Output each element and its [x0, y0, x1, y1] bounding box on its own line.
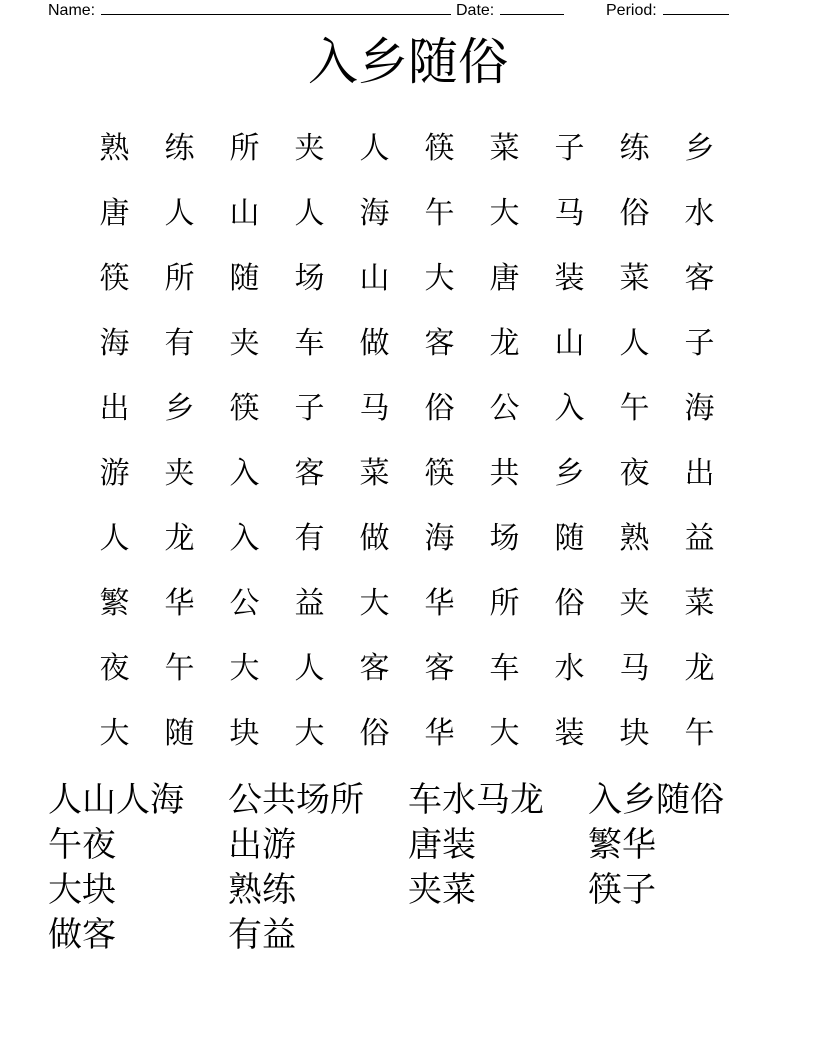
- grid-cell[interactable]: 装: [554, 260, 585, 296]
- grid-cell[interactable]: 菜: [684, 585, 715, 621]
- grid-cell[interactable]: 熟: [99, 130, 130, 166]
- grid-cell[interactable]: 随: [164, 715, 195, 751]
- grid-cell[interactable]: 大: [359, 585, 390, 621]
- grid-cell[interactable]: 所: [164, 260, 195, 296]
- period-blank-line[interactable]: [663, 0, 729, 15]
- word-list-item: 车水马龙: [408, 780, 544, 820]
- word-list-item: 出游: [228, 825, 296, 865]
- grid-cell[interactable]: 有: [164, 325, 195, 361]
- grid-cell[interactable]: 益: [294, 585, 325, 621]
- grid-cell[interactable]: 公: [489, 390, 520, 426]
- grid-cell[interactable]: 场: [489, 520, 520, 556]
- grid-cell[interactable]: 乡: [554, 455, 585, 491]
- grid-cell[interactable]: 人: [294, 195, 325, 231]
- date-label: Date:: [456, 2, 495, 19]
- grid-cell[interactable]: 场: [294, 260, 325, 296]
- grid-cell[interactable]: 水: [554, 650, 585, 686]
- grid-cell[interactable]: 出: [99, 390, 130, 426]
- grid-cell[interactable]: 夹: [229, 325, 260, 361]
- grid-cell[interactable]: 大: [294, 715, 325, 751]
- grid-cell[interactable]: 山: [554, 325, 585, 361]
- grid-cell[interactable]: 车: [489, 650, 520, 686]
- grid-cell[interactable]: 午: [424, 195, 455, 231]
- grid-cell[interactable]: 大: [489, 715, 520, 751]
- grid-cell[interactable]: 菜: [359, 455, 390, 491]
- word-search-grid: [82, 112, 732, 762]
- grid-cell[interactable]: 海: [684, 390, 715, 426]
- grid-cell[interactable]: 共: [489, 455, 520, 491]
- grid-cell[interactable]: 华: [424, 715, 455, 751]
- word-list-item: 唐装: [408, 825, 476, 865]
- word-list-item: 繁华: [588, 825, 656, 865]
- grid-cell[interactable]: 夹: [619, 585, 650, 621]
- grid-cell[interactable]: 装: [554, 715, 585, 751]
- grid-cell[interactable]: 客: [294, 455, 325, 491]
- date-blank-line[interactable]: [500, 0, 564, 15]
- page-title: 入乡随俗: [308, 33, 508, 91]
- grid-cell[interactable]: 游: [99, 455, 130, 491]
- grid-cell[interactable]: 夜: [619, 455, 650, 491]
- grid-cell[interactable]: 午: [619, 390, 650, 426]
- grid-cell[interactable]: 入: [229, 455, 260, 491]
- word-list-item: 大块: [48, 870, 116, 910]
- grid-cell[interactable]: 公: [229, 585, 260, 621]
- grid-cell[interactable]: 俗: [424, 390, 455, 426]
- grid-cell[interactable]: 人: [164, 195, 195, 231]
- grid-cell[interactable]: 俗: [619, 195, 650, 231]
- period-label: Period:: [606, 2, 657, 19]
- grid-cell[interactable]: 筷: [99, 260, 130, 296]
- grid-cell[interactable]: 熟: [619, 520, 650, 556]
- grid-cell[interactable]: 大: [489, 195, 520, 231]
- grid-cell[interactable]: 大: [229, 650, 260, 686]
- grid-cell[interactable]: 马: [359, 390, 390, 426]
- word-list-item: 公共场所: [228, 780, 364, 820]
- grid-cell[interactable]: 客: [424, 325, 455, 361]
- grid-cell[interactable]: 龙: [684, 650, 715, 686]
- name-blank-line[interactable]: [101, 0, 451, 15]
- grid-cell[interactable]: 客: [359, 650, 390, 686]
- grid-cell[interactable]: 华: [424, 585, 455, 621]
- word-list-item: 人山人海: [48, 780, 184, 820]
- grid-cell[interactable]: 海: [99, 325, 130, 361]
- grid-cell[interactable]: 人: [99, 520, 130, 556]
- grid-cell[interactable]: 随: [229, 260, 260, 296]
- grid-cell[interactable]: 子: [554, 130, 585, 166]
- grid-cell[interactable]: 有: [294, 520, 325, 556]
- grid-cell[interactable]: 所: [489, 585, 520, 621]
- word-list-item: 有益: [228, 915, 296, 955]
- grid-cell[interactable]: 练: [164, 130, 195, 166]
- grid-cell[interactable]: 益: [684, 520, 715, 556]
- grid-cell[interactable]: 大: [424, 260, 455, 296]
- word-list-item: 筷子: [588, 870, 656, 910]
- grid-cell[interactable]: 俗: [554, 585, 585, 621]
- grid-cell[interactable]: 人: [619, 325, 650, 361]
- word-list-item: 做客: [48, 915, 116, 955]
- grid-cell[interactable]: 出: [684, 455, 715, 491]
- grid-cell[interactable]: 随: [554, 520, 585, 556]
- grid-cell[interactable]: 做: [359, 520, 390, 556]
- word-list-item: 入乡随俗: [588, 780, 724, 820]
- grid-cell[interactable]: 所: [229, 130, 260, 166]
- grid-cell[interactable]: 菜: [489, 130, 520, 166]
- grid-cell[interactable]: 午: [164, 650, 195, 686]
- grid-cell[interactable]: 俗: [359, 715, 390, 751]
- grid-cell[interactable]: 海: [424, 520, 455, 556]
- grid-cell[interactable]: 筷: [424, 455, 455, 491]
- grid-cell[interactable]: 筷: [229, 390, 260, 426]
- grid-cell[interactable]: 海: [359, 195, 390, 231]
- grid-cell[interactable]: 块: [619, 715, 650, 751]
- grid-cell[interactable]: 车: [294, 325, 325, 361]
- grid-cell[interactable]: 龙: [489, 325, 520, 361]
- grid-cell[interactable]: 菜: [619, 260, 650, 296]
- grid-cell[interactable]: 山: [359, 260, 390, 296]
- period-field: [606, 0, 729, 20]
- word-list-item: 熟练: [228, 870, 296, 910]
- grid-cell[interactable]: 客: [424, 650, 455, 686]
- word-list-item: 午夜: [48, 825, 116, 865]
- grid-cell[interactable]: 乡: [164, 390, 195, 426]
- grid-cell[interactable]: 水: [684, 195, 715, 231]
- grid-cell[interactable]: 唐: [489, 260, 520, 296]
- name-label: Name:: [48, 2, 96, 19]
- grid-cell[interactable]: 筷: [424, 130, 455, 166]
- grid-cell[interactable]: 入: [554, 390, 585, 426]
- grid-cell[interactable]: 繁: [99, 585, 130, 621]
- grid-cell[interactable]: 华: [164, 585, 195, 621]
- grid-cell[interactable]: 子: [684, 325, 715, 361]
- grid-cell[interactable]: 龙: [164, 520, 195, 556]
- grid-cell[interactable]: 人: [359, 130, 390, 166]
- grid-cell[interactable]: 唐: [99, 195, 130, 231]
- grid-cell[interactable]: 马: [619, 650, 650, 686]
- grid-cell[interactable]: 马: [554, 195, 585, 231]
- grid-cell[interactable]: 入: [229, 520, 260, 556]
- grid-cell[interactable]: 乡: [684, 130, 715, 166]
- grid-cell[interactable]: 夜: [99, 650, 130, 686]
- grid-cell[interactable]: 夹: [164, 455, 195, 491]
- grid-cell[interactable]: 午: [684, 715, 715, 751]
- grid-cell[interactable]: 客: [684, 260, 715, 296]
- grid-cell[interactable]: 做: [359, 325, 390, 361]
- grid-cell[interactable]: 块: [229, 715, 260, 751]
- word-list-item: 夹菜: [408, 870, 476, 910]
- name-field: [48, 0, 451, 20]
- word-list: [48, 778, 768, 958]
- grid-cell[interactable]: 子: [294, 390, 325, 426]
- grid-cell[interactable]: 山: [229, 195, 260, 231]
- grid-cell[interactable]: 夹: [294, 130, 325, 166]
- date-field: [456, 0, 564, 20]
- grid-cell[interactable]: 练: [619, 130, 650, 166]
- grid-cell[interactable]: 人: [294, 650, 325, 686]
- grid-cell[interactable]: 大: [99, 715, 130, 751]
